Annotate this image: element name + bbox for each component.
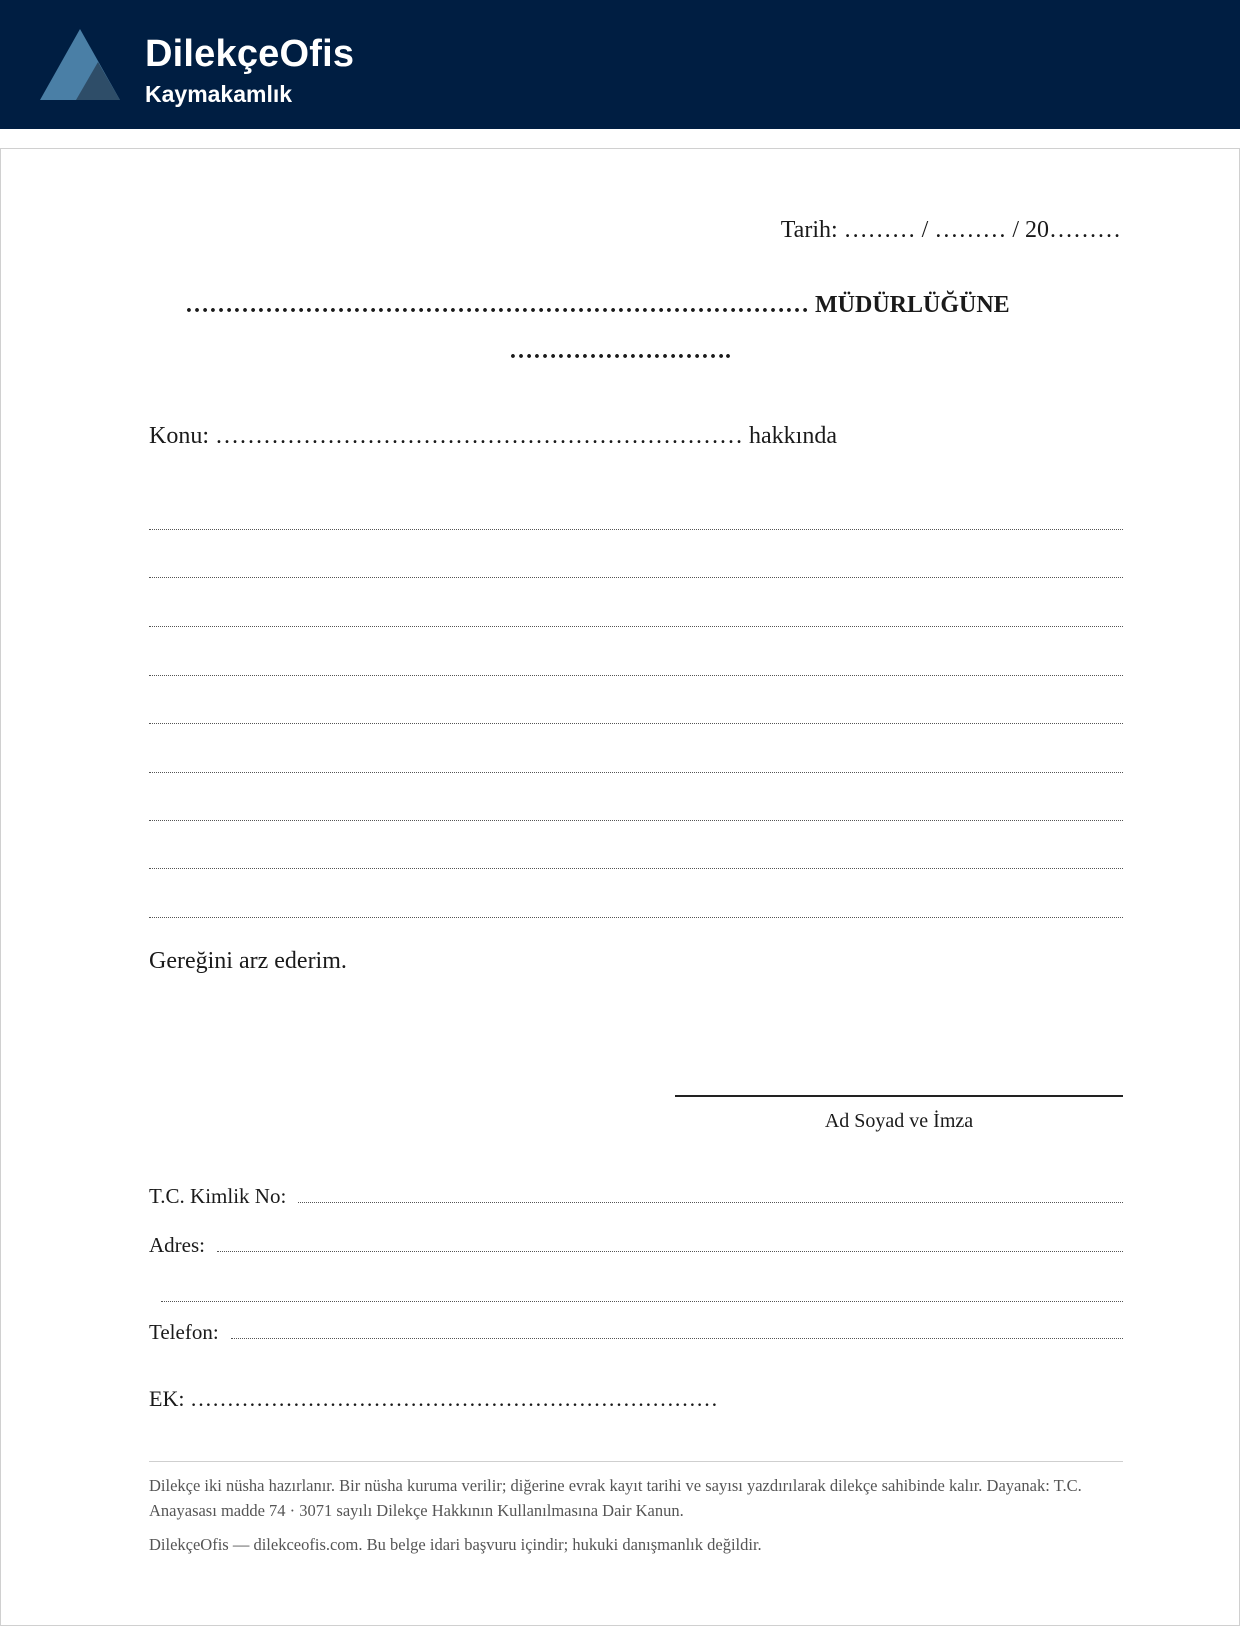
phone-label: Telefon: [149,1320,219,1344]
body-writing-line [149,723,1123,724]
tc-id-label: T.C. Kimlik No: [149,1184,287,1208]
body-writing-line [149,868,1123,869]
body-writing-line [149,626,1123,627]
address-blank [217,1251,1123,1252]
addressee-line: …………………………………………………………………… MÜDÜRLÜĞÜNE [185,292,1010,318]
brand-name: DilekçeOfis [145,33,355,75]
addressee-city-line: ………………………. [509,338,731,364]
footer-brand-note: DilekçeOfis — dilekceofis.com. Bu belge idari başvuru içindir; hukuki danışmanlık değildir. [149,1535,762,1554]
closing-sentence: Gereğini arz ederim. [149,948,347,974]
body-writing-line [149,577,1123,578]
address-label: Adres: [149,1233,205,1257]
attachment-line: EK: ……………………………………………………………… [149,1386,718,1411]
body-writing-line [149,675,1123,676]
header-bar [0,0,1240,129]
tc-id-field [149,1183,1123,1209]
body-writing-line [149,529,1123,530]
body-writing-line [149,917,1123,918]
address-field [149,1232,1123,1258]
body-writing-line [149,772,1123,773]
petition-paper [0,148,1240,1626]
triangle-logo-icon [40,29,120,100]
address-second-line [161,1301,1123,1302]
body-writing-line [149,820,1123,821]
tc-id-blank [298,1202,1123,1203]
signature-label: Ad Soyad ve İmza [824,1110,974,1132]
footer-divider [149,1461,1123,1462]
date-line: Tarih: ……… / ……… / 20……… [780,217,1121,243]
brand-subtitle: Kaymakamlık [145,81,293,107]
phone-blank [231,1338,1123,1339]
footer-note: Dilekçe iki nüsha hazırlanır. Bir nüsha kuruma verilir; diğerine evrak kayıt tarihi ve sayısı yazdırılarak dilekçe sahibinde kalır. Dayanak: T.C. Anayasası madde 74 · 3071 sayılı Dilekçe Hakkının Kullanılmasına Dair Kanun. [149,1476,1082,1520]
subject-line: Konu: ………………………………………………………… hakkında [149,423,837,449]
signature-line [675,1095,1123,1097]
phone-field [149,1319,1123,1345]
